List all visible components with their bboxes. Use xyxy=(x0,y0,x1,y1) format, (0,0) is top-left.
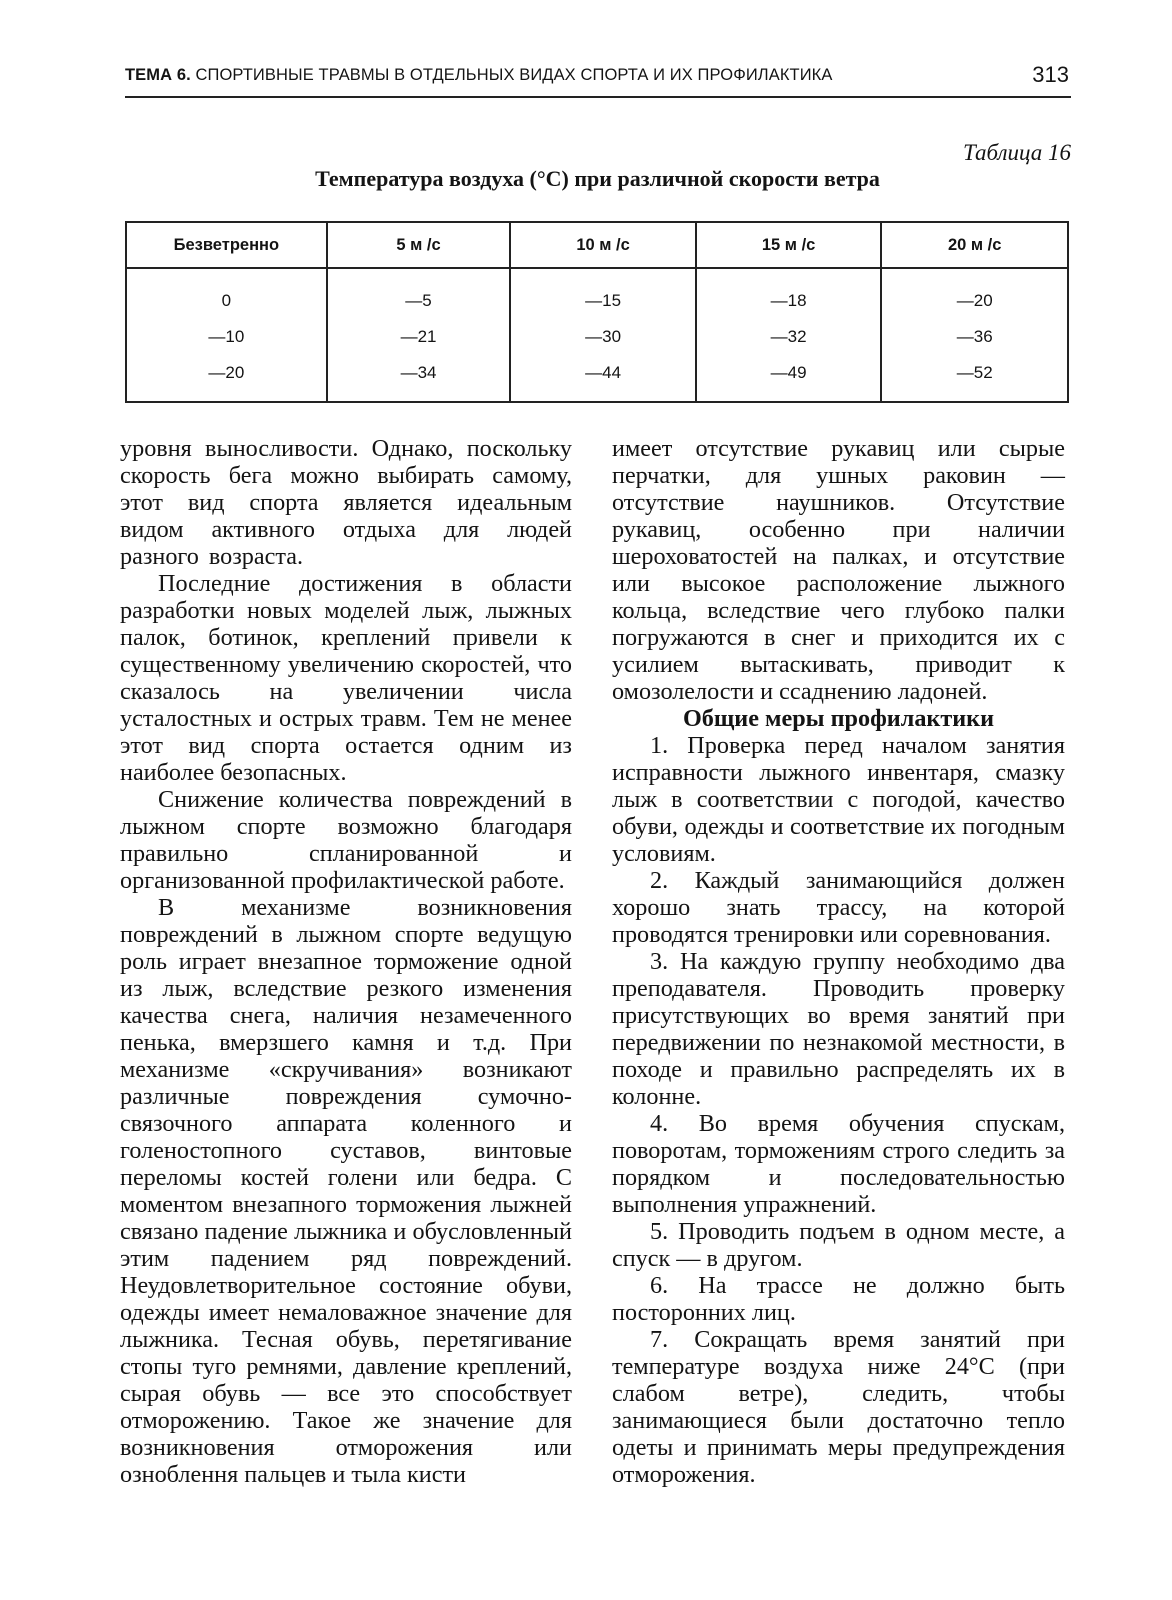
paragraph: имеет отсутствие рукавиц или сырые перчатки, для ушных раковин — отсутствие наушников. Отсутствие рукавиц, особенно при наличии шероховатостей на палках, и отсутствие или высокое расположение лыжного кольца, вследствие чего глубоко палки погружаются в снег и приходится их с усилием вытаскивать, приводит к омозолелости и ссаднению ладоней. xyxy=(612,435,1065,705)
table-header-row xyxy=(126,222,1068,268)
table-title: Температура воздуха (°С) при различной скорости ветра xyxy=(315,166,880,191)
header-title xyxy=(125,66,833,85)
list-item: 7. Сокращать время занятий при температуре воздуха ниже 24°С (при слабом ветре), следить, чтобы занимающиеся были достаточно тепло одеты и принимать меры предупреждения отморожения. xyxy=(612,1326,1065,1488)
column-header: 10 м /с xyxy=(510,222,696,268)
list-item: 3. На каждую группу необходимо два преподавателя. Проводить проверку присутствующих во время занятий при передвижении по незнакомой местности, в походе и правильно распределять их в колонне. xyxy=(612,948,1065,1110)
paragraph: уровня выносливости. Однако, поскольку скорость бега можно выбирать самому, этот вид спорта является идеальным видом активного отдыха для людей разного возраста. xyxy=(120,435,572,570)
list-item: 5. Проводить подъем в одном месте, а спуск — в другом. xyxy=(612,1218,1065,1272)
table-cell: —15 xyxy=(510,268,696,319)
header-topic-title: СПОРТИВНЫЕ ТРАВМЫ В ОТДЕЛЬНЫХ ВИДАХ СПОРТА И ИХ ПРОФИЛАКТИКА xyxy=(190,66,833,84)
paragraph: Последние достижения в области разработки новых моделей лыж, лыжных палок, ботинок, креплений привели к существенному увеличению скоростей, что сказалось на увеличении числа усталостных и острых травм. Тем не менее этот вид спорта остается одним из наиболее безопасных. xyxy=(120,570,572,786)
header-topic-number: ТЕМА 6. xyxy=(125,66,191,84)
page-number: 313 xyxy=(1032,62,1069,87)
table-cell: —20 xyxy=(126,355,327,402)
table-cell: —44 xyxy=(510,355,696,402)
table-cell: —36 xyxy=(881,319,1068,355)
table-cell: —18 xyxy=(696,268,882,319)
column-header: 5 м /с xyxy=(327,222,511,268)
column-header: 20 м /с xyxy=(881,222,1068,268)
section-subheading: Общие меры профилактики xyxy=(682,705,995,732)
table-cell: —30 xyxy=(510,319,696,355)
table-label: Таблица 16 xyxy=(962,140,1071,165)
table-row xyxy=(126,319,1068,355)
list-item: 4. Во время обучения спускам, поворотам, торможениям строго следить за порядком и последовательностью выполнения упражнений. xyxy=(612,1110,1065,1218)
table-row xyxy=(126,355,1068,402)
column-header: Безветренно xyxy=(126,222,327,268)
list-item: 2. Каждый занимающийся должен хорошо знать трассу, на которой проводятся тренировки или соревнования. xyxy=(612,867,1065,948)
table-cell: —32 xyxy=(696,319,882,355)
table-cell: 0 xyxy=(126,268,327,319)
right-text-column xyxy=(612,435,1065,1488)
paragraph: В механизме возникновения повреждений в лыжном спорте ведущую роль играет внезапное торможение одной из лыж, вследствие резкого изменения качества снега, наличия незамеченного пенька, вмерзшего камня и т.д. При механизме «скручивания» возникают различные повреждения сумочно-связочного аппарата коленного и голеностопного суставов, винтовые переломы костей голени или бедра. С моментом внезапного торможения лыжней связано падение лыжника и обусловленный этим падением ряд повреждений. Неудовлетворительное состояние обуви, одежды имеет немаловажное значение для лыжника. Тесная обувь, перетягивание стопы туго ремнями, давление креплений, сырая обувь — все это способствует отморожению. Такое же значение для возникновения отморожения или озноблення пальцев и тыла кисти xyxy=(120,894,572,1488)
wind-chill-table xyxy=(125,221,1069,403)
column-header: 15 м /с xyxy=(696,222,882,268)
list-item: 6. На трассе не должно быть посторонних лиц. xyxy=(612,1272,1065,1326)
table-cell: —34 xyxy=(327,355,511,402)
left-text-column xyxy=(120,435,572,1488)
table-cell: —20 xyxy=(881,268,1068,319)
list-item: 1. Проверка перед началом занятия исправности лыжного инвентаря, смазку лыж в соответствии с погодой, качество обуви, одежды и соответствие их погодным условиям. xyxy=(612,732,1065,867)
paragraph: Снижение количества повреждений в лыжном спорте возможно благодаря правильно спланированной и организованной профилактической работе. xyxy=(120,786,572,894)
table-cell: —21 xyxy=(327,319,511,355)
table-cell: —49 xyxy=(696,355,882,402)
table-cell: —52 xyxy=(881,355,1068,402)
table-cell: —5 xyxy=(327,268,511,319)
table-cell: —10 xyxy=(126,319,327,355)
running-header xyxy=(125,62,1071,98)
table-row xyxy=(126,268,1068,319)
